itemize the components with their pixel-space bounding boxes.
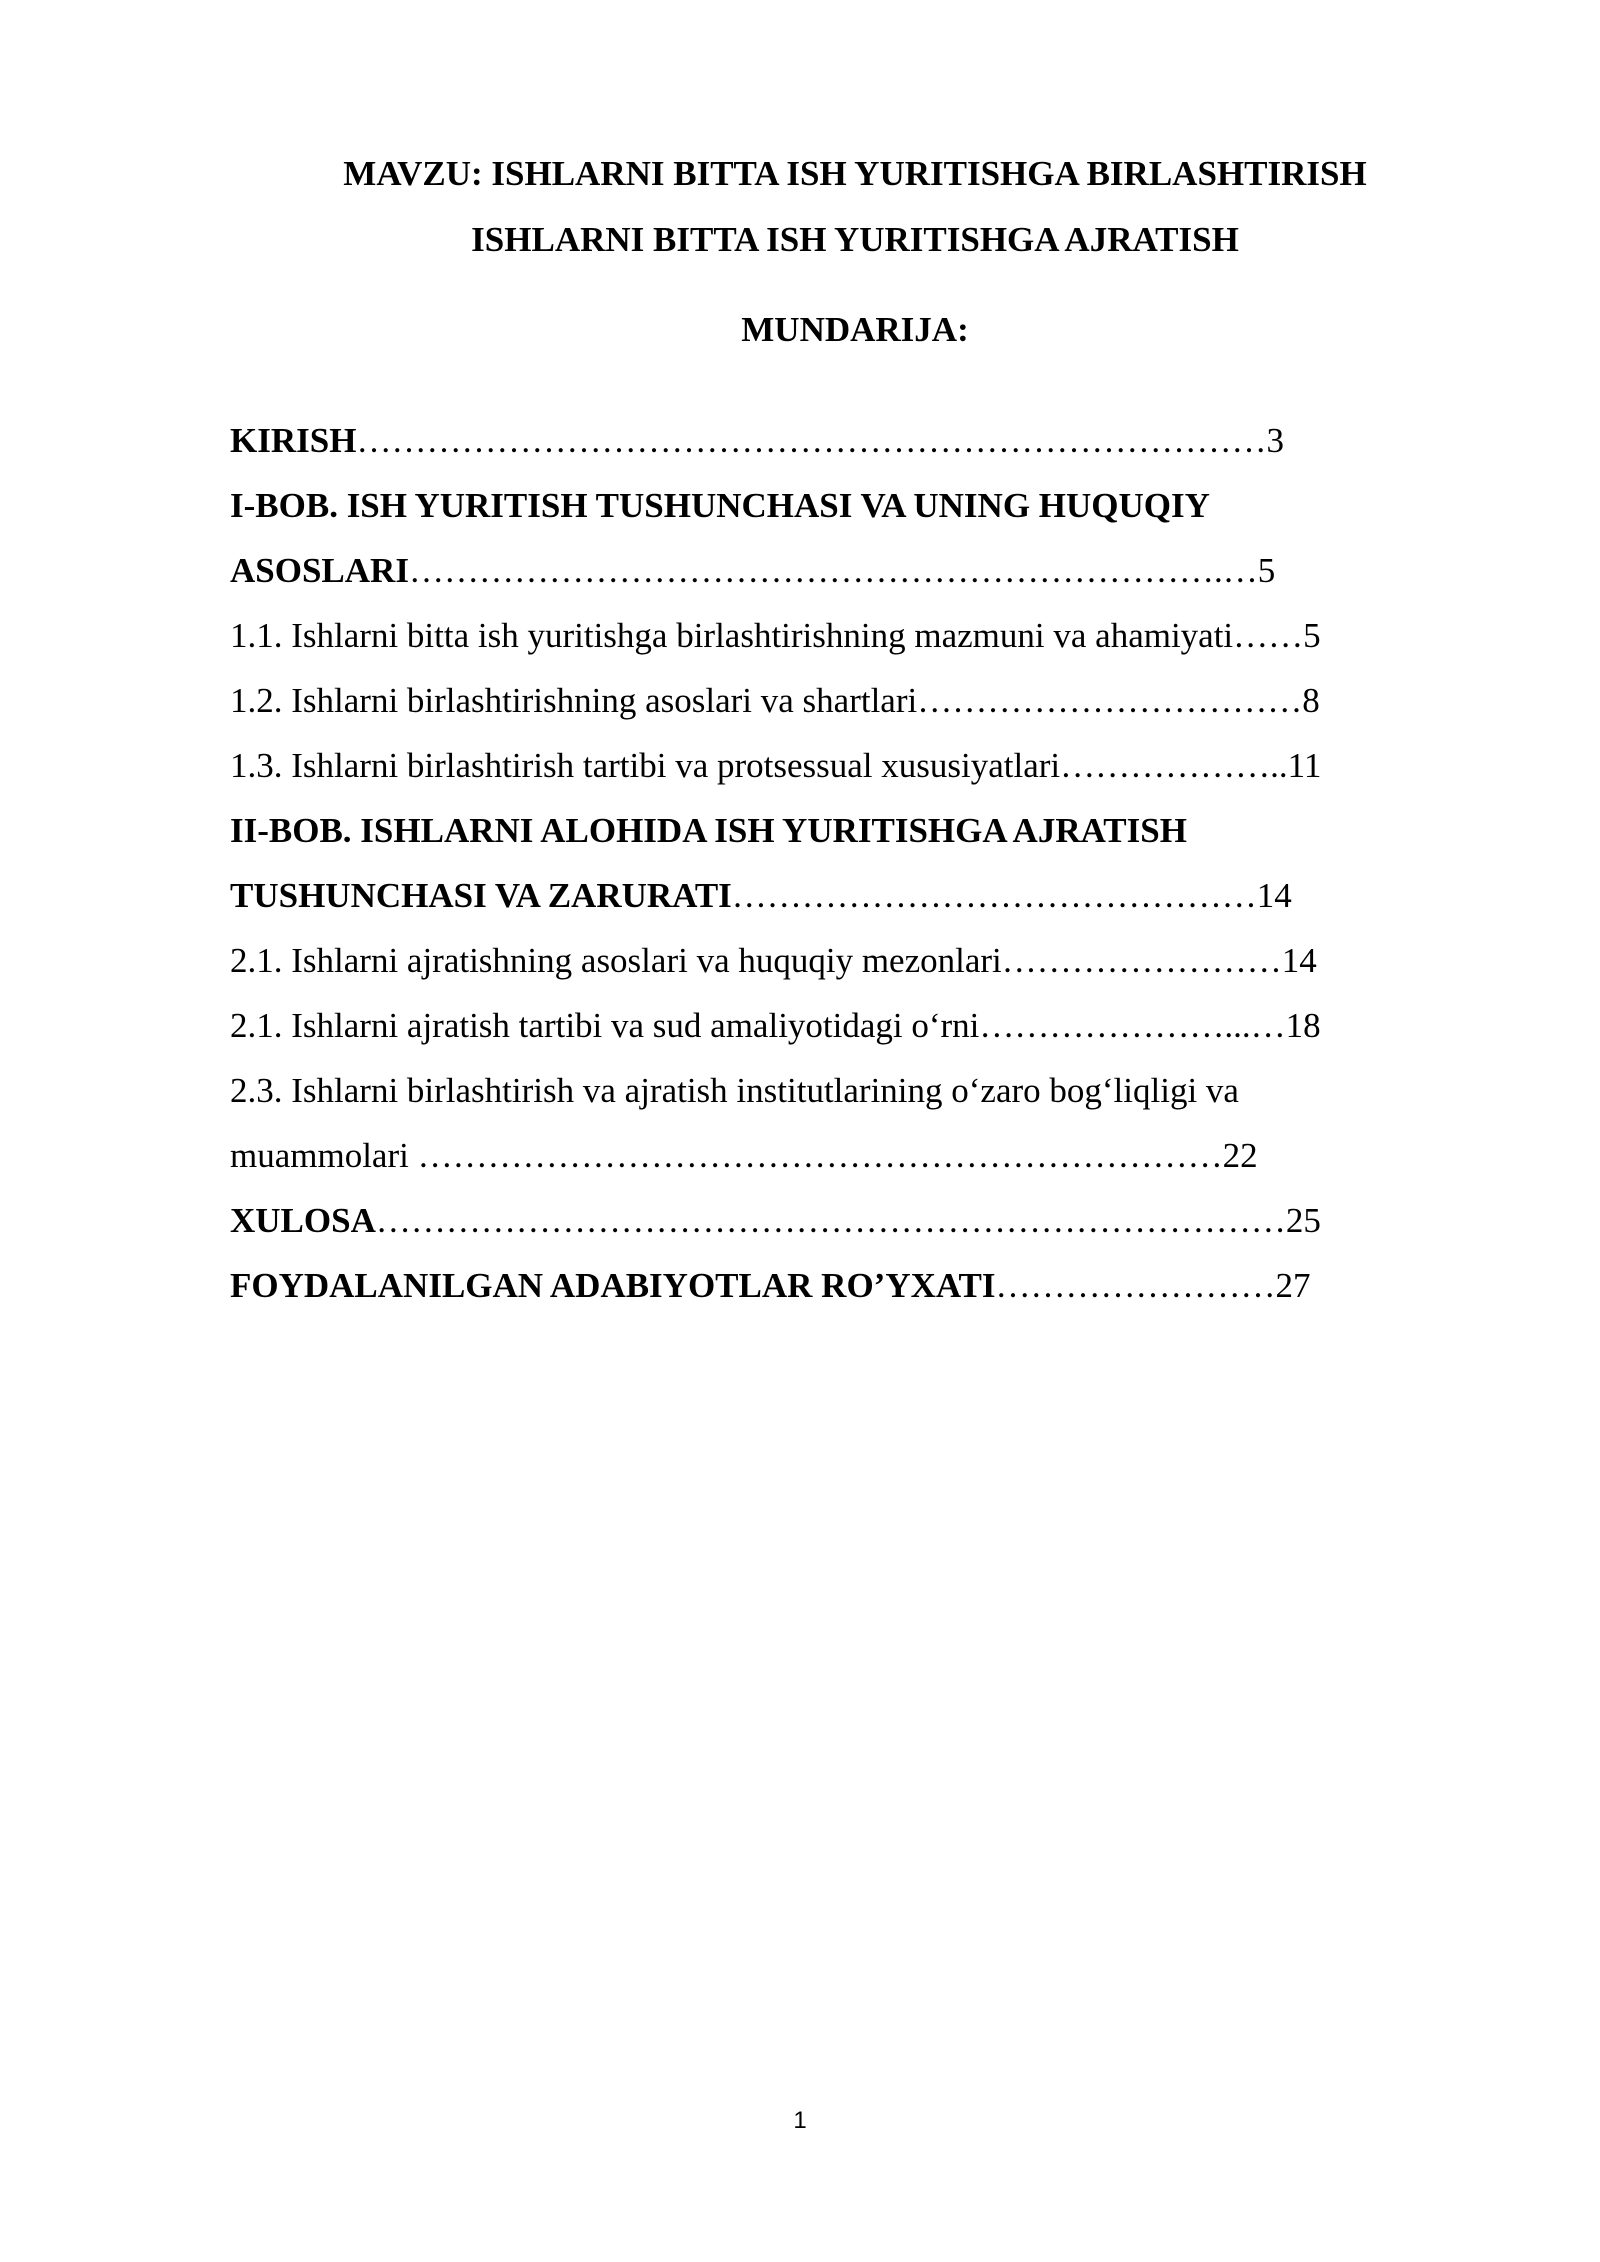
toc-entry [230,538,1410,603]
toc-entry-leader-dots: …………………………………………………………………… [375,1201,1286,1240]
toc-entry-leader-dots: …………………… [995,1266,1276,1305]
toc-entry [230,668,1410,733]
toc-entry [230,1253,1410,1318]
toc-entry [230,733,1410,798]
toc-heading: MUNDARIJA: [741,310,969,349]
toc-entry-leader-dots: ……………….. [1060,746,1288,785]
toc-entry-page-number: 14 [1281,941,1317,980]
toc-entry-label: I-BOB. ISH YURITISH TUSHUNCHASI VA UNING HUQUQIY [230,486,1210,525]
toc-entry-page-number: 3 [1266,421,1284,460]
document-title-line-2: ISHLARNI BITTA ISH YURITISHGA AJRATISH [471,220,1239,259]
toc-entry-label: XULOSA [230,1201,376,1240]
toc-entry [230,408,1410,473]
toc-entry-page-number: 27 [1275,1266,1311,1305]
toc-entry-label: FOYDALANILGAN ADABIYOTLAR RO’YXATI [230,1266,996,1305]
toc-entry [230,863,1410,928]
toc-entry-page-number: 25 [1285,1201,1321,1240]
toc-entry [230,993,1410,1058]
toc-entry [230,1123,1410,1188]
toc-entry-page-number: 5 [1303,616,1321,655]
toc-entry-leader-dots: …………………………………………………………… [417,1136,1223,1175]
document-title-line-1: MAVZU: ISHLARNI BITTA ISH YURITISHGA BIRLASHTIRISH [343,154,1367,193]
toc-entry-page-number: 14 [1256,876,1292,915]
toc-entry-label: 2.1. Ishlarni ajratish tartibi va sud amaliyotidagi o‘rni [230,1006,980,1045]
toc-entry [230,798,1410,863]
toc-entry-label: 2.1. Ishlarni ajratishning asoslari va huquqiy mezonlari [230,941,1002,980]
toc-entry [230,473,1410,538]
toc-entry-page-number: 11 [1287,746,1322,785]
toc-entry-leader-dots: …………………………… [917,681,1303,720]
toc-entry [230,1058,1410,1123]
page-number: 1 [793,2107,807,2134]
toc-entry-label: 1.2. Ishlarni birlashtirishning asoslari va shartlari [230,681,918,720]
toc-entry-label: II-BOB. ISHLARNI ALOHIDA ISH YURITISHGA AJRATISH [230,811,1187,850]
toc-entry-label: muammolari [230,1136,418,1175]
toc-entry-label: ASOSLARI [230,551,409,590]
toc-entry [230,603,1410,668]
toc-entry-label: TUSHUNCHASI VA ZARURATI [230,876,732,915]
toc-entry [230,928,1410,993]
toc-entry-page-number: 22 [1222,1136,1258,1175]
toc-entry-label: 1.3. Ishlarni birlashtirish tartibi va protsessual xususiyatlari [230,746,1061,785]
toc-entry-leader-dots: …………………… [1001,941,1282,980]
toc-entry-leader-dots: …… [1233,616,1304,655]
toc-entry-label: 2.3. Ishlarni birlashtirish va ajratish institutlarining o‘zaro bog‘liqligi va [230,1071,1239,1110]
toc-entry-leader-dots: …………………………………………………………….… [408,551,1258,590]
toc-entry-leader-dots: …………………...… [979,1006,1286,1045]
table-of-contents [230,408,1410,1318]
toc-entry-page-number: 8 [1302,681,1320,720]
toc-entry-label: KIRISH [230,421,357,460]
toc-entry-page-number: 18 [1285,1006,1321,1045]
toc-entry-page-number: 5 [1257,551,1276,590]
toc-entry-leader-dots: ……………………………………… [731,876,1257,915]
toc-entry [230,1188,1410,1253]
toc-entry-leader-dots: …………………………………………………………………… [356,421,1267,460]
toc-entry-label: 1.1. Ishlarni bitta ish yuritishga birlashtirishning mazmuni va ahamiyati [230,616,1234,655]
